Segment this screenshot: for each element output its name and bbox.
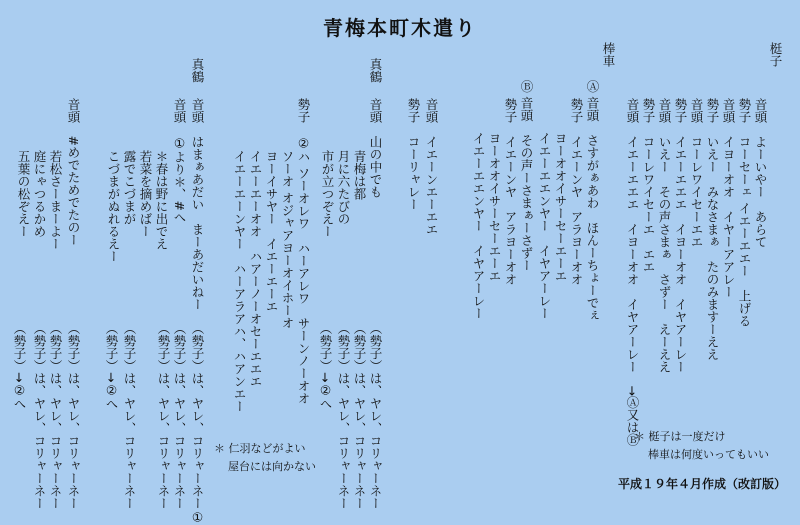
text-column: （勢子）は、ヤレ、コリャーネー	[172, 322, 187, 510]
text-column: 勢子 いえー みなさまぁ たのみますーええ	[705, 98, 720, 361]
text-column: 音頭 山の中でも	[368, 98, 383, 198]
note-line: 屋台には向かない	[228, 460, 316, 473]
text-column: （勢子）は、ヤレ、コリャーネー	[48, 322, 63, 510]
note-left	[214, 440, 316, 476]
text-column: 真鶴	[368, 58, 383, 83]
text-column: 音頭 イエーンエーエエ	[424, 98, 439, 236]
text-column: （勢子）→②へ	[318, 322, 333, 410]
text-column: 音頭 よーいやー あらて	[753, 98, 768, 248]
text-column: （勢子）は、ヤレ、コリャーネー	[32, 322, 47, 510]
text-column: 勢子 コーリャレー	[406, 98, 421, 211]
text-column: 音頭 コーレワイセーエエ	[689, 98, 704, 248]
text-column: Ⓑ 音頭 その声ーさまぁーさずー	[519, 80, 534, 272]
text-column: （勢子）は、ヤレ、コリャーネー①	[190, 322, 205, 525]
text-column: 露でこづまが	[122, 150, 137, 225]
note-line: ＊ 仁羽などがよい	[214, 442, 306, 455]
text-column: 月に六たびの	[336, 150, 351, 225]
text-column: ヨーイサヤー イエーエーエ	[264, 150, 279, 313]
text-column: （勢子）は、ヤレ、コリャーネー	[66, 322, 81, 510]
text-column: 庭にゃつるかめ	[32, 150, 47, 238]
text-column: イエーエエンヤー イヤアーレー	[537, 132, 552, 320]
text-column: （勢子）は、ヤレ、コリャーネー	[156, 322, 171, 510]
text-column: （勢子）は、ヤレ、コリャーネー	[336, 322, 351, 510]
text-column: イエーエーオオ ハアーノーオセーエエエ	[248, 150, 263, 388]
text-column: ヨーオオイサーセーエーエ	[487, 132, 502, 282]
text-column: 音頭 はまぁあだい まーあだいねー	[190, 98, 205, 311]
footer-date: 平成１９年４月作成（改訂版）	[617, 477, 786, 491]
text-column: 真鶴	[190, 58, 205, 83]
text-column: ヨーオオイサーセーエーエ	[553, 132, 568, 282]
text-column: 勢子 イエーンヤ アラヨーオオ	[569, 98, 584, 286]
text-column: ＊春は野に出でえ	[154, 150, 169, 250]
text-column: （勢子）→②へ	[104, 322, 119, 410]
text-column: 音頭 #めでためでたのー	[66, 98, 81, 246]
text-column: 勢子 コーセーェ イエーエエー 上げる	[737, 98, 752, 327]
page-title: 青梅本町木遣り	[323, 16, 477, 40]
note-line: ＊ 梃子は一度だけ	[634, 430, 726, 443]
text-column: 棒車	[601, 42, 616, 67]
text-column: 勢子 イエーンヤ アラヨーオオ	[503, 98, 518, 286]
text-column: （勢子）は、ヤレ、コリャーネー	[352, 322, 367, 510]
text-column: Ⓐ 音頭 さすがぁあわ ほんーちょーでぇ	[585, 80, 600, 322]
text-column: ソーオ オジャアヨーオイホーオ	[280, 150, 295, 329]
text-column: 五葉の松ぞえー	[16, 150, 31, 238]
text-column: 若松さーまーよー	[48, 150, 63, 250]
text-column: 青梅は都	[352, 150, 367, 200]
text-column: 市が立つぞえー	[320, 150, 335, 238]
text-column: （勢子）は、ヤレ、コリャーネー	[368, 322, 383, 510]
text-column: 音頭 ①より＊、#へ	[172, 98, 187, 224]
text-column: 勢子 コーレワイセーエ エエ	[641, 98, 656, 273]
text-column: 梃子	[768, 42, 783, 67]
text-column: （勢子）→②へ	[12, 322, 27, 410]
text-column: 勢子 ②ハ ソーオレワ ハーアレワ サーンノーオオ	[296, 98, 311, 405]
note-line: 棒車は何度いってもいい	[648, 448, 769, 461]
text-column: 勢子 イエーエエエ イヨーオオ イヤアーレー	[673, 98, 688, 373]
note-right	[634, 428, 769, 464]
text-column: 音頭 いえー その声さまぁ さずー えーええ	[657, 98, 672, 373]
text-column: （勢子）は、ヤレ、コリャーネー	[122, 322, 137, 510]
text-column: 音頭 イヨーオオ イヤーアアレー	[721, 98, 736, 298]
text-column: こづまがぬれるえー	[106, 150, 121, 263]
text-column: イエーエーンヤー ハーアラアハ、ハアンエー	[232, 150, 247, 413]
text-column: 音頭 イエーエエエ イヨーオオ イヤアーレー →Ⓐ又はⒷ	[625, 98, 640, 446]
text-column: イエーエエンヤー イヤアーレー	[471, 132, 486, 320]
text-column: 若菜を摘めばー	[138, 150, 153, 238]
